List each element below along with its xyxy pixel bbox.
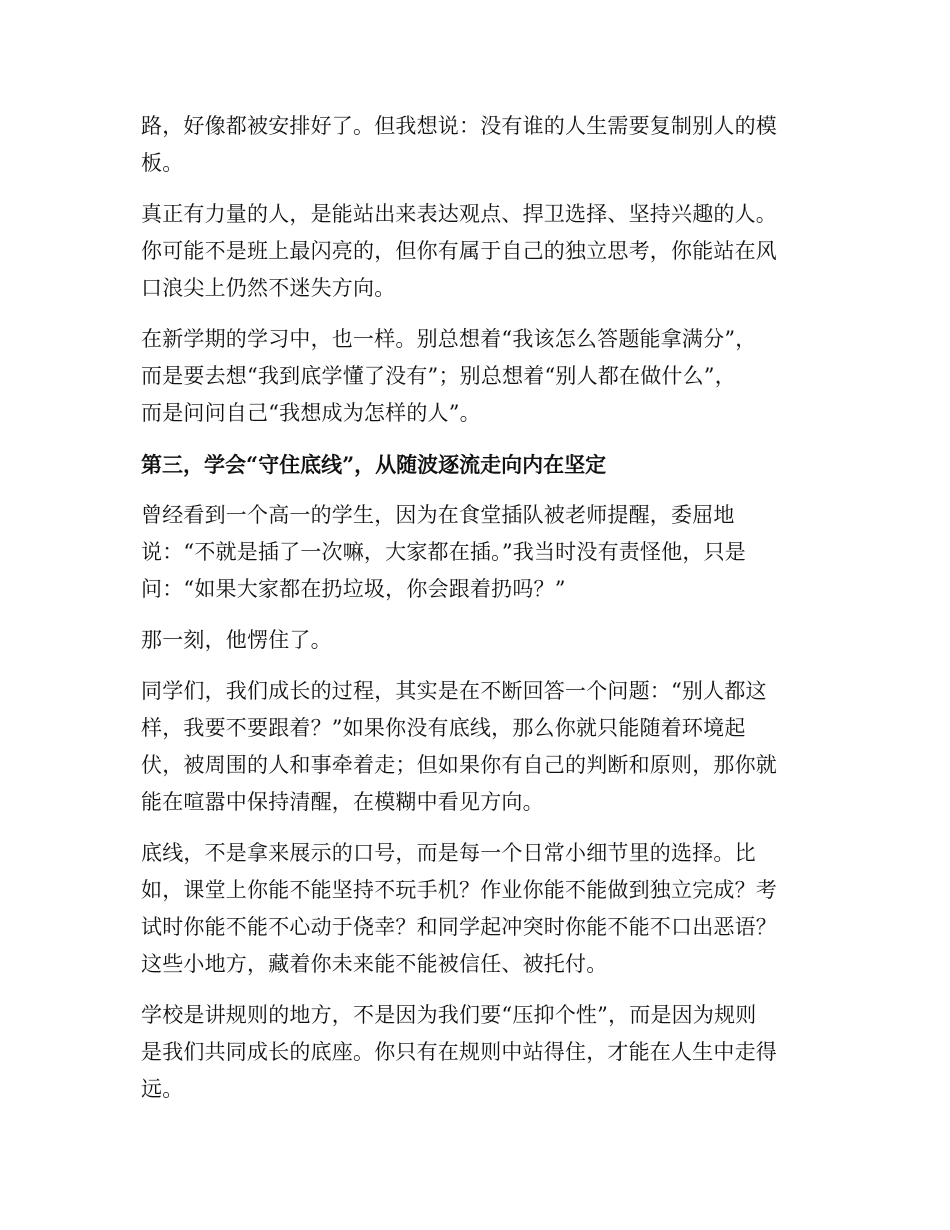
text-line: 远。 [141,1077,184,1101]
text-line: 同学们，我们成长的过程，其实是在不断回答一个问题：“别人都这 [141,679,767,703]
text-line: 这些小地方，藏着你未来能不能被信任、被托付。 [141,952,608,976]
text-line: 而是要去想“我到底学懂了没有”；别总想着“别人都在做什么”， [141,364,736,388]
text-line: 伏，被周围的人和事牵着走；但如果你有自己的判断和原则，那你就 [141,753,777,777]
text-line: 那一刻，他愣住了。 [141,628,332,652]
text-line: 板。 [141,151,184,175]
paragraph-5 [141,622,805,659]
paragraph-4 [141,497,805,608]
text-line: 而是问问自己“我想成为怎样的人”。 [141,401,481,425]
text-line: 曾经看到一个高一的学生，因为在食堂插队被老师提醒，委屈地 [141,503,735,527]
text-line: 路，好像都被安排好了。但我想说：没有谁的人生需要复制别人的模 [141,114,777,138]
text-line: 问：“如果大家都在扔垃圾，你会跟着扔吗？” [141,577,566,601]
text-line: 样，我要不要跟着？”如果你没有底线，那么你就只能随着环境起 [141,716,746,740]
text-line: 能在喧嚣中保持清醒，在模糊中看见方向。 [141,790,544,814]
paragraph-6 [141,673,805,821]
text-line: 你可能不是班上最闪亮的，但你有属于自己的独立思考，你能站在风 [141,239,777,263]
text-line: 口浪尖上仍然不迷失方向。 [141,276,396,300]
text-line: 底线，不是拿来展示的口号，而是每一个日常小细节里的选择。比 [141,841,756,865]
text-line: 在新学期的学习中，也一样。别总想着“我该怎么答题能拿满分”， [141,327,757,351]
paragraph-2 [141,196,805,307]
text-line: 说：“不就是插了一次嘛，大家都在插。”我当时没有责怪他，只是 [141,540,746,564]
text-line: 是我们共同成长的底座。你只有在规则中站得住，才能在人生中走得 [141,1040,777,1064]
paragraph-3 [141,321,805,432]
text-line: 试时你能不能不心动于侥幸？和同学起冲突时你能不能不口出恶语？ [141,915,777,939]
document-page [141,108,805,1122]
paragraph-7 [141,835,805,983]
text-line: 学校是讲规则的地方，不是因为我们要“压抑个性”，而是因为规则 [141,1003,757,1027]
text-line: 如，课堂上你能不能坚持不玩手机？作业你能不能做到独立完成？考 [141,878,777,902]
paragraph-8 [141,997,805,1108]
section-heading: 第三，学会“守住底线”，从随波逐流走向内在坚定 [141,452,607,477]
text-line: 真正有力量的人，是能站出来表达观点、捍卫选择、坚持兴趣的人。 [141,202,777,226]
paragraph-1 [141,108,805,182]
